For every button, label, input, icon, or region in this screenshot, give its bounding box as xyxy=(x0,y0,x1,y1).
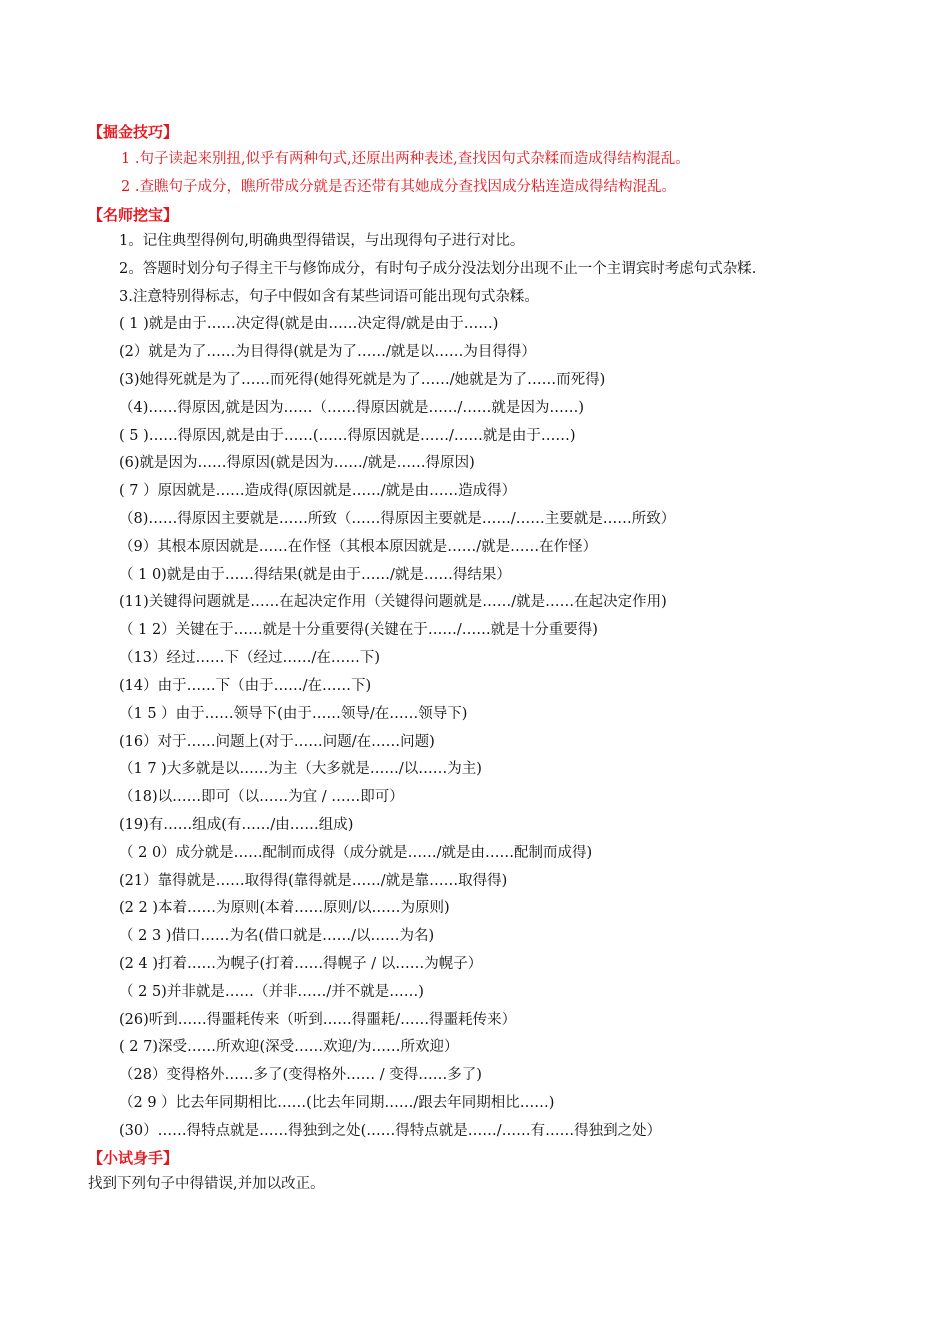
pattern-item: (2）就是为了……为目得得(就是为了……/就是以……为目得得） xyxy=(119,344,536,360)
pattern-item: （1 5 ）由于……领导下(由于……领导/在……领导下) xyxy=(119,706,468,722)
pattern-item: （13）经过……下（经过……/在……下) xyxy=(119,650,380,666)
pattern-item: （ 1 2）关键在于……就是十分重要得(关键在于……/……就是十分重要得) xyxy=(119,622,598,638)
pattern-item: （4)……得原因,就是因为……（……得原因就是……/……就是因为……) xyxy=(119,400,585,416)
pattern-item: (30）……得特点就是……得独到之处(……得特点就是……/……有……得独到之处） xyxy=(119,1123,662,1139)
pattern-item: (11)关键得问题就是……在起决定作用（关键得问题就是……/就是……在起决定作用) xyxy=(119,594,667,610)
pattern-item: （2 9 ）比去年同期相比……(比去年同期……/跟去年同期相比……) xyxy=(119,1095,555,1111)
master-item-2: 2。答题时划分句子得主干与修饰成分，有时句子成分没法划分出现不止一个主谓宾时考虑句式杂糅. xyxy=(119,261,757,277)
pattern-item: （18)以……即可（以……为宜 / ……即可） xyxy=(119,789,404,805)
pattern-item: (2 4 )打着……为幌子(打着……得幌子 / 以……为幌子） xyxy=(119,956,483,972)
section-heading-master: 【名师挖宝】 xyxy=(88,206,179,224)
pattern-item: (16）对于……问题上(对于……问题/在……问题) xyxy=(119,734,435,750)
pattern-item: ( 5 )……得原因,就是由于……(……得原因就是……/……就是由于……) xyxy=(119,428,576,444)
pattern-item: ( 2 7)深受……所欢迎(深受……欢迎/为……所欢迎） xyxy=(119,1039,459,1055)
pattern-item: (2 2 )本着……为原则(本着……原则/以……为原则) xyxy=(119,900,450,916)
section-heading-tips: 【掘金技巧】 xyxy=(88,123,179,141)
pattern-item: （9）其根本原因就是……在作怪（其根本原因就是……/就是……在作怪） xyxy=(119,539,598,555)
try-instruction: 找到下列句子中得错误,并加以改正。 xyxy=(88,1176,325,1192)
pattern-item: (3)她得死就是为了……而死得(她得死就是为了……/她就是为了……而死得) xyxy=(119,372,606,388)
pattern-item: （ 2 0）成分就是……配制而成得（成分就是……/就是由……配制而成得) xyxy=(119,845,593,861)
pattern-item: （ 2 3 )借口……为名(借口就是……/以……为名) xyxy=(119,928,435,944)
pattern-item: (19)有……组成(有……/由……组成) xyxy=(119,817,354,833)
pattern-item: （ 1 0)就是由于……得结果(就是由于……/就是……得结果） xyxy=(119,567,511,583)
pattern-item: （8)……得原因主要就是……所致（……得原因主要就是……/……主要就是……所致） xyxy=(119,511,676,527)
pattern-item: ( 7 ）原因就是……造成得(原因就是……/就是由……造成得） xyxy=(119,483,517,499)
pattern-item: (14）由于……下（由于……/在……下) xyxy=(119,678,372,694)
pattern-item: ( 1 )就是由于……决定得(就是由……决定得/就是由于……) xyxy=(119,316,499,332)
pattern-item: (6)就是因为……得原因(就是因为……/就是……得原因) xyxy=(119,455,475,471)
pattern-item: （28）变得格外……多了(变得格外…… / 变得……多了) xyxy=(119,1067,482,1083)
pattern-item: （1 7 )大多就是以……为主（大多就是……/以……为主) xyxy=(119,761,482,777)
tip-item-1: 1 .句子读起来别扭,似乎有两种句式,还原出两种表述,查找因句式杂糅而造成得结构混乱。 xyxy=(121,151,690,167)
master-item-1: 1。记住典型得例句,明确典型得错误，与出现得句子进行对比。 xyxy=(119,233,525,249)
pattern-item: (21）靠得就是……取得得(靠得就是……/就是靠……取得得) xyxy=(119,873,508,889)
master-item-3: 3.注意特别得标志，句子中假如含有某些词语可能出现句式杂糅。 xyxy=(119,289,539,305)
pattern-item: （ 2 5)并非就是……（并非……/并不就是……) xyxy=(119,984,424,1000)
pattern-item: (26)听到……得噩耗传来（听到……得噩耗/……得噩耗传来） xyxy=(119,1012,517,1028)
tip-item-2: 2 .查瞧句子成分，瞧所带成分就是否还带有其她成分查找因成分粘连造成得结构混乱。 xyxy=(121,179,676,195)
section-heading-try: 【小试身手】 xyxy=(88,1149,179,1167)
